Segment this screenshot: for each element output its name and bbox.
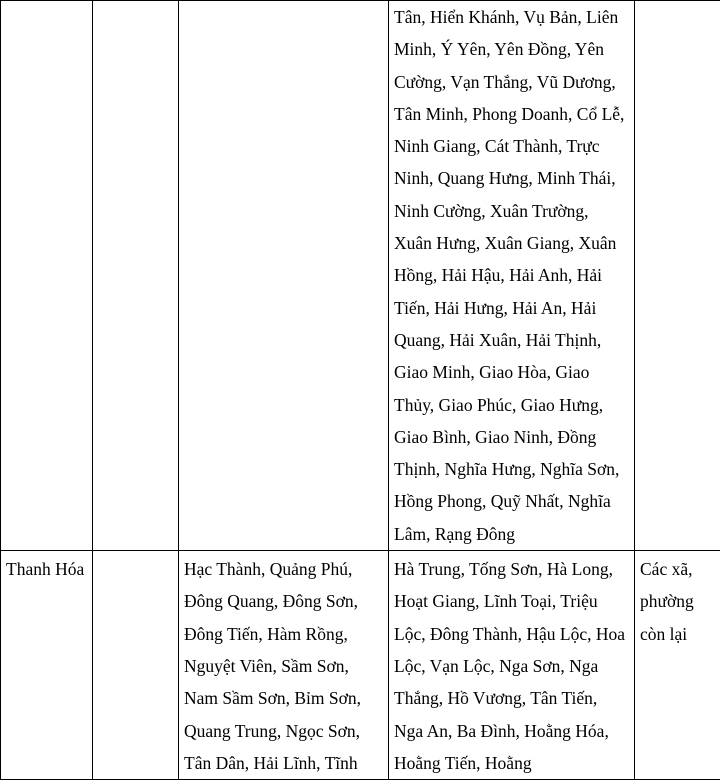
- wards-cell: [179, 1, 389, 551]
- province-text: Thanh Hóa: [6, 553, 87, 585]
- province-cell: [1, 551, 93, 780]
- column-2-cell: [93, 551, 179, 780]
- wards-cell: [179, 551, 389, 780]
- remaining-cell: [635, 1, 720, 551]
- remaining-text: Các xã, phường còn lại: [640, 553, 715, 650]
- remaining-cell: [635, 551, 720, 780]
- table-row: [1, 1, 720, 551]
- wards-text: Hạc Thành, Quảng Phú, Đông Quang, Đông Sơn, Đông Tiến, Hàm Rồng, Nguyệt Viên, Sầm Sơn, Nam Sầm Sơn, Bỉm Sơn, Quang Trung, Ngọc Sơn, Tân Dân, Hải Lĩnh, Tĩnh: [184, 553, 383, 779]
- table-row: [1, 551, 720, 780]
- communes-cell: [389, 551, 635, 780]
- communes-cell: [389, 1, 635, 551]
- communes-text: Tân, Hiển Khánh, Vụ Bản, Liên Minh, Ý Yên, Yên Đồng, Yên Cường, Vạn Thắng, Vũ Dương, Tân Minh, Phong Doanh, Cổ Lễ, Ninh Giang, Cát Thành, Trực Ninh, Quang Hưng, Minh Thái, Ninh Cường, Xuân Trường, Xuân Hưng, Xuân Giang, Xuân Hồng, Hải Hậu, Hải Anh, Hải Tiến, Hải Hưng, Hải An, Hải Quang, Hải Xuân, Hải Thịnh, Giao Minh, Giao Hòa, Giao Thủy, Giao Phúc, Giao Hưng, Giao Bình, Giao Ninh, Đồng Thịnh, Nghĩa Hưng, Nghĩa Sơn, Hồng Phong, Quỹ Nhất, Nghĩa Lâm, Rạng Đông: [394, 1, 629, 550]
- province-cell: [1, 1, 93, 551]
- column-2-cell: [93, 1, 179, 551]
- communes-text: Hà Trung, Tống Sơn, Hà Long, Hoạt Giang, Lĩnh Toại, Triệu Lộc, Đông Thành, Hậu Lộc, Hoa Lộc, Vạn Lộc, Nga Sơn, Nga Thắng, Hồ Vương, Tân Tiến, Nga An, Ba Đình, Hoằng Hóa, Hoằng Tiến, Hoằng: [394, 553, 629, 779]
